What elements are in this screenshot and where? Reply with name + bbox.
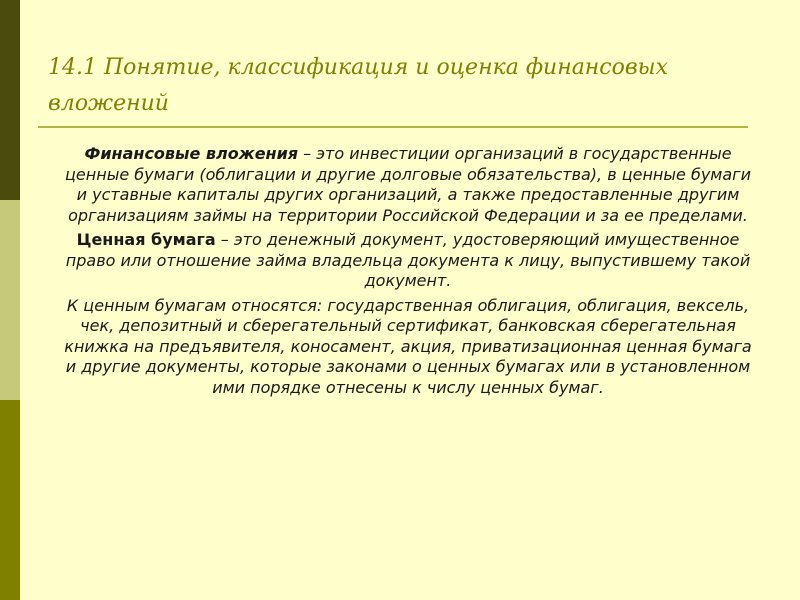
- title-divider: [38, 126, 748, 128]
- definition-text: – это денежный документ, удостоверяющий имущественное право или отношение займа владельца документа к лицу, выпустившему такой документ.: [65, 230, 751, 290]
- side-bar-top-segment: [0, 0, 20, 200]
- slide-body: [60, 144, 756, 402]
- side-bar-bottom-segment: [0, 400, 20, 600]
- term-security: Ценная бумага: [76, 230, 216, 249]
- definition-text: – это инвестиции организаций в государственные ценные бумаги (облигации и другие долговые обязательства), в ценные бумаги и уставные капиталы других организаций, а также предоставленные другим организациям займы на территории Российской Федерации и за ее пределами.: [65, 144, 751, 225]
- definition-security: [60, 230, 756, 292]
- slide-title: 14.1 Понятие, классификация и оценка финансовых вложений: [48, 55, 668, 116]
- securities-list-text: К ценным бумагам относятся: государственная облигация, облигация, вексель, чек, депозитный и сберегательный сертификат, банковская сберегательная книжка на предъявителя, коносамент, акция, приватизационная ценная бумага и другие документы, которые законами о ценных бумагах или в установленном ими порядке отнесены к числу ценных бумаг.: [64, 295, 752, 397]
- securities-list: [60, 296, 756, 399]
- term-financial-investments: Финансовые вложения: [84, 144, 299, 163]
- definition-financial-investments: [60, 144, 756, 226]
- side-bar-middle-segment: [0, 200, 20, 400]
